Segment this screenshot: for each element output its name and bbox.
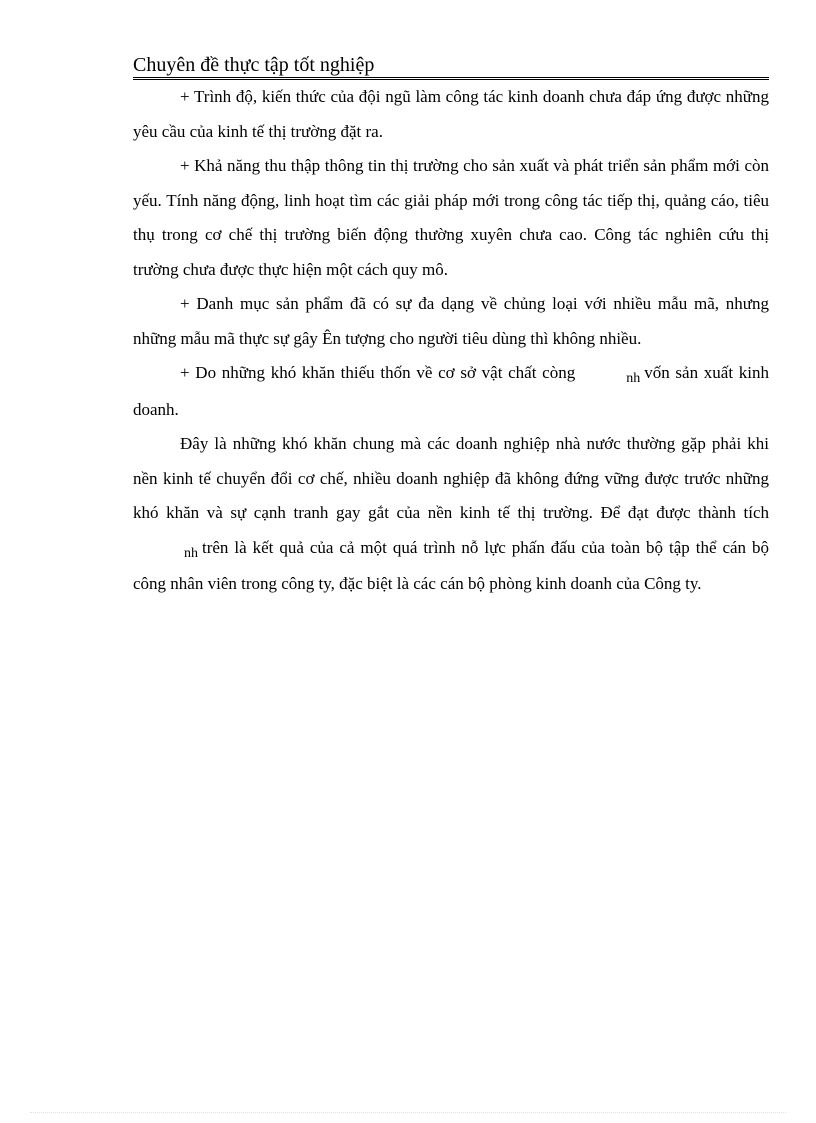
- document-body: [133, 80, 769, 602]
- subscript-fragment: nh: [184, 545, 198, 561]
- page-bottom-dotted-line: [30, 1112, 786, 1113]
- paragraph-staff-qualification: + Trình độ, kiến thức của đội ngũ làm công tác kinh doanh chưa đáp ứng được những yêu cầu của kinh tế thị trường đặt ra.: [133, 87, 769, 141]
- paragraph-text-start: Đây là những khó khăn chung mà các doanh nghiệp nhà nước thường gặp phải khi nền kinh tế chuyển đổi cơ chế, nhiều doanh nghiệp đã không đứng vững được trước những khó khăn và sự cạnh tranh gay gắt của nền kinh tế thị trường. Để đạt được thành tích: [133, 434, 769, 522]
- paragraph-product-portfolio: + Danh mục sản phẩm đã có sự đa dạng về chủng loại với nhiều mẫu mã, nhưng những mẫu mã thực sự gây Ên tượng cho người tiêu dùng thì không nhiều.: [133, 294, 769, 348]
- subscript-fragment: nh: [626, 371, 641, 386]
- paragraph-text-start: + Do những khó khăn thiếu thốn về cơ sở vật chất còng: [180, 363, 576, 382]
- page-header: [133, 52, 769, 78]
- paragraph-facilities-capital: [133, 356, 769, 427]
- header-title: Chuyên đề thực tập tốt nghiệp: [133, 54, 375, 76]
- paragraph-text-end: trên là kết quả của cả một quá trình nỗ lực phấn đấu của toàn bộ tập thể cán bộ công nhân viên trong công ty, đặc biệt là các cán bộ phòng kinh doanh của Công ty.: [133, 537, 769, 593]
- paragraph-text-end: vốn sản xuất kinh doanh.: [133, 363, 769, 419]
- paragraph-common-difficulties: [133, 427, 769, 602]
- paragraph-market-information: + Khả năng thu thập thông tin thị trường cho sản xuất và phát triển sản phẩm mới còn yếu. Tính năng động, linh hoạt tìm các giải pháp mới trong công tác tiếp thị, quảng cáo, tiêu thụ trong cơ chế thị trường biến động thường xuyên chưa cao. Công tác nghiên cứu thị trường chưa được thực hiện một cách quy mô.: [133, 156, 769, 279]
